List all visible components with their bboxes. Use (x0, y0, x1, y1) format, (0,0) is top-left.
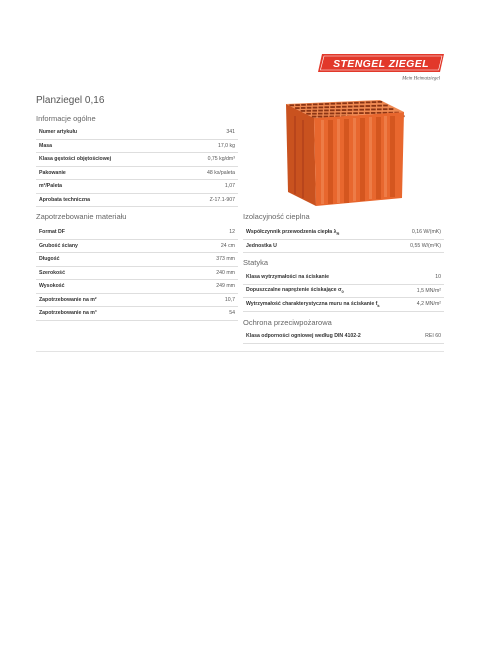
row-value: 0,16 W/(mK) (390, 226, 444, 239)
row-value: 12 (181, 226, 238, 239)
row-value: 373 mm (181, 253, 238, 267)
row-value: 10,7 (181, 293, 238, 307)
row-label: Klasa odporności ogniowej według DIN 4102-2 (243, 330, 413, 343)
brick-hole (377, 112, 382, 114)
row-label: Szerokość (36, 266, 181, 280)
brick-hole (366, 105, 371, 107)
brick-hole (383, 105, 388, 107)
row-label: Grubość ściany (36, 239, 181, 253)
row-label: Numer artykułu (36, 126, 177, 139)
brick-hole (301, 110, 306, 112)
brick-product-image (280, 98, 408, 210)
thermal-insulation-table (243, 226, 444, 253)
brick-hole (341, 112, 346, 114)
row-value: 10 (408, 271, 444, 284)
brick-hole (295, 104, 300, 106)
general-info-title: Informacje ogólne (36, 114, 96, 123)
general-info-table (36, 126, 238, 207)
row-value: Z-17.1-907 (177, 193, 238, 207)
row-label: Zapotrzebowanie na m² (36, 293, 181, 307)
row-label: Zapotrzebowanie na m³ (36, 307, 181, 321)
svg-text:Mein Heimatziegel: Mein Heimatziegel (402, 76, 440, 82)
brick-hole (312, 116, 317, 118)
table-row (36, 139, 238, 153)
brick-hole (360, 102, 365, 104)
row-value: 341 (177, 126, 238, 139)
brick-hole (372, 101, 377, 103)
table-row (36, 166, 238, 180)
table-row (36, 226, 238, 239)
row-value: 48 ks/paleta (177, 166, 238, 180)
brick-hole (365, 112, 370, 114)
row-value: 0,75 kg/dm³ (177, 153, 238, 167)
row-label: Długość (36, 253, 181, 267)
brick-hole (331, 103, 336, 105)
row-label: Masa (36, 139, 177, 153)
brick-hole (312, 110, 317, 112)
bottom-divider (36, 351, 444, 352)
table-row (36, 253, 238, 267)
brick-hole (342, 106, 347, 108)
brick-hole (359, 112, 364, 114)
brick-hole (318, 113, 323, 115)
table-row (36, 293, 238, 307)
table-row (36, 239, 238, 253)
brick-hole (347, 112, 352, 114)
row-value: 54 (181, 307, 238, 321)
row-label: Pakowanie (36, 166, 177, 180)
brick-hole (354, 105, 359, 107)
table-row (243, 239, 444, 253)
brick-hole (318, 110, 323, 112)
brick-hole (330, 109, 335, 111)
table-row (243, 271, 444, 284)
brick-hole (307, 107, 312, 109)
brick-hole (312, 113, 317, 115)
stengel-ziegel-logo (318, 52, 446, 82)
brick-hole (348, 106, 353, 108)
table-row (36, 153, 238, 167)
statics-table (243, 271, 444, 312)
table-row (36, 307, 238, 321)
fire-protection-table (243, 330, 444, 344)
table-row (243, 226, 444, 239)
brick-hole (336, 112, 341, 114)
row-label: Klasa wytrzymałości na ściskanie (243, 271, 408, 284)
brick-hole (366, 101, 371, 103)
brick-hole (318, 116, 323, 118)
table-row (36, 126, 238, 139)
brick-hole (301, 107, 306, 109)
brick-hole (371, 109, 376, 111)
row-value: 240 mm (181, 266, 238, 280)
table-row (36, 193, 238, 207)
row-label: Wytrzymałość charakterystyczna muru na ściskanie $f_k$ (243, 298, 408, 312)
svg-text:STENGEL ZIEGEL: STENGEL ZIEGEL (333, 58, 429, 70)
material-requirements-title: Zapotrzebowanie materiału (36, 212, 127, 221)
brick-hole (336, 103, 341, 105)
row-label: Współczynnik przewodzenia ciepła $\lambda_R$ (243, 226, 390, 239)
row-label: Aprobata techniczna (36, 193, 177, 207)
brick-hole (301, 104, 306, 106)
brick-hole (336, 106, 341, 108)
table-row (243, 298, 444, 312)
fire-protection-title: Ochrona przeciwpożarowa (243, 318, 332, 327)
brick-hole (307, 104, 312, 106)
brick-hole (377, 108, 382, 110)
brick-hole (306, 113, 311, 115)
brick-hole (342, 109, 347, 111)
row-value: REI 60 (413, 330, 444, 343)
brick-hole (313, 103, 318, 105)
brick-hole (353, 112, 358, 114)
brick-hole (330, 113, 335, 115)
row-value: 249 mm (181, 280, 238, 294)
row-label: Format DF (36, 226, 181, 239)
brick-hole (289, 104, 294, 106)
brick-hole (324, 110, 329, 112)
table-row (36, 180, 238, 194)
material-requirements-table (36, 226, 238, 321)
brick-hole (354, 109, 359, 111)
brick-hole (354, 102, 359, 104)
row-value: 0,55 W/(m²K) (390, 239, 444, 253)
row-label: m²/Paleta (36, 180, 177, 194)
brick-hole (324, 113, 329, 115)
brick-hole (295, 107, 300, 109)
brick-hole (378, 101, 383, 103)
table-row (243, 284, 444, 298)
brick-hole (324, 106, 329, 108)
brick-hole (319, 107, 324, 109)
brick-hole (348, 102, 353, 104)
row-value: 1,5 MN/m² (408, 284, 444, 298)
brick-hole (319, 103, 324, 105)
row-label: Jednostka U (243, 239, 390, 253)
row-value: 1,07 (177, 180, 238, 194)
table-row (243, 330, 444, 343)
brick-hole (377, 105, 382, 107)
brick-hole (325, 103, 330, 105)
row-value: 4,2 MN/m² (408, 298, 444, 312)
statics-title: Statyka (243, 258, 269, 267)
brick-hole (389, 108, 394, 110)
thermal-insulation-title: Izolacyjność cieplna (243, 212, 310, 221)
row-label: Dopuszczalne naprężenie ściskające $\sigma_0$ (243, 284, 408, 298)
brick-hole (371, 105, 376, 107)
table-row (36, 266, 238, 280)
brick-hole (371, 112, 376, 114)
brick-hole (330, 106, 335, 108)
brick-hole (383, 108, 388, 110)
row-value: 17,0 kg (177, 139, 238, 153)
brick-hole (360, 105, 365, 107)
brick-hole (342, 102, 347, 104)
brick-hole (365, 109, 370, 111)
row-value: 24 cm (181, 239, 238, 253)
brick-hole (359, 109, 364, 111)
brick-hole (336, 109, 341, 111)
brick-hole (348, 109, 353, 111)
brick-hole (307, 110, 312, 112)
brick-hole (313, 107, 318, 109)
row-label: Klasa gęstości objętościowej (36, 153, 177, 167)
row-label: Wysokość (36, 280, 181, 294)
table-row (36, 280, 238, 294)
product-title: Planziegel 0,16 (36, 95, 105, 106)
